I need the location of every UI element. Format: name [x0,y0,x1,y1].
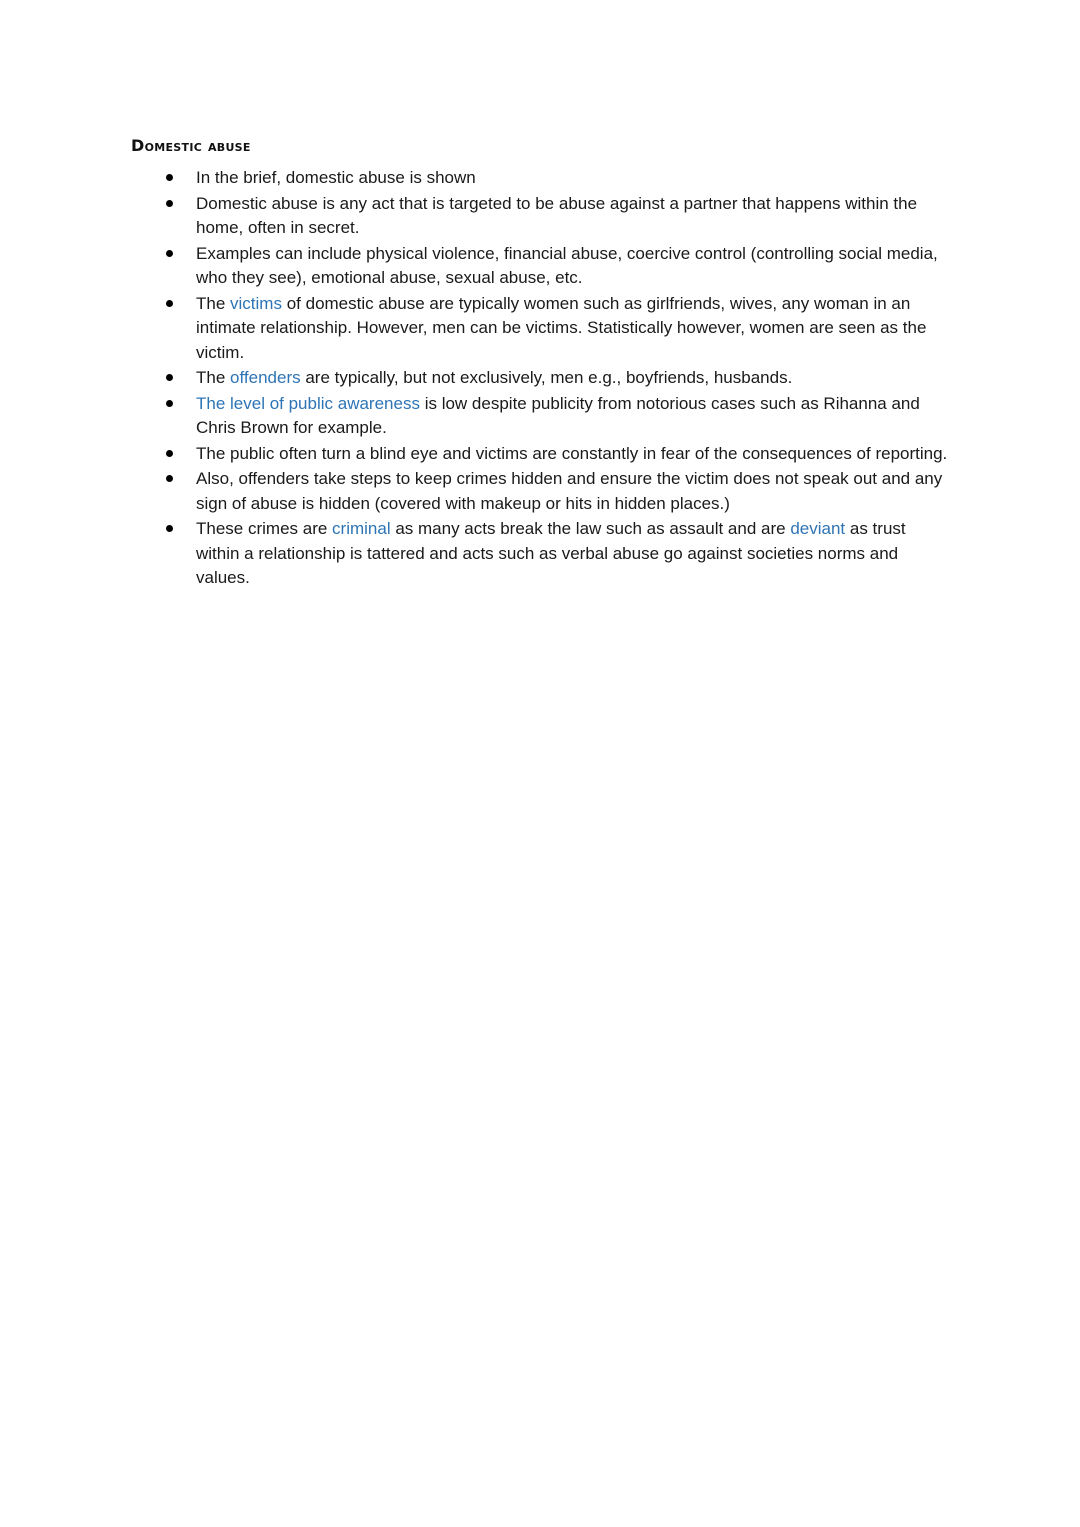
bullet-text: of domestic abuse are typically women such as girlfriends, wives, any woman in an intimate relationship. However, men can be victims. Statistically however, women are seen as the victim. [196,293,927,362]
bullet-item [0,166,951,191]
bullet-list [0,166,1080,592]
bullet-text: In the brief, domestic abuse is shown [196,168,476,187]
bullet-item [0,442,951,467]
bullet-item [0,242,951,291]
bullet-text: as many acts break the law such as assault and are [390,519,791,538]
bullet-text: Examples can include physical violence, financial abuse, coercive control (controlling social media, who they see), emotional abuse, sexual abuse, etc. [196,243,938,287]
bullet-item [0,467,951,516]
bullet-item [0,292,951,366]
bullet-text: is low despite publicity from notorious cases such as Rihanna and Chris Brown for example. [196,393,920,437]
bullet-text: These crimes are [196,519,333,538]
bullet-text: The [196,368,231,387]
bullet-text: The [196,293,231,313]
bullet-item [0,192,951,241]
bullet-text: The public often turn a blind eye and victims are constantly in fear of the consequences of reporting. [196,443,948,463]
highlighted-term: criminal [332,519,391,538]
highlighted-term: deviant [790,519,846,538]
bullet-item [0,366,951,391]
bullet-item [0,517,951,591]
bullet-text: as trust within a relationship is tattered and acts such as verbal abuse go against societies norms and values. [196,519,906,587]
highlighted-term: The level of public awareness [196,393,420,413]
bullet-text: Also, offenders take steps to keep crimes hidden and ensure the victim does not speak out and any sign of abuse is hidden (covered with makeup or hits in hidden places.) [196,469,943,513]
highlighted-term: victims [230,293,282,313]
bullet-text: are typically, but not exclusively, men e.g., boyfriends, husbands. [300,368,793,387]
section-heading: Domestic abuse [131,136,251,155]
highlighted-term: offenders [230,368,301,387]
bullet-item [0,392,951,441]
bullet-text: Domestic abuse is any act that is targeted to be abuse against a partner that happens within the home, often in secret. [196,193,918,237]
